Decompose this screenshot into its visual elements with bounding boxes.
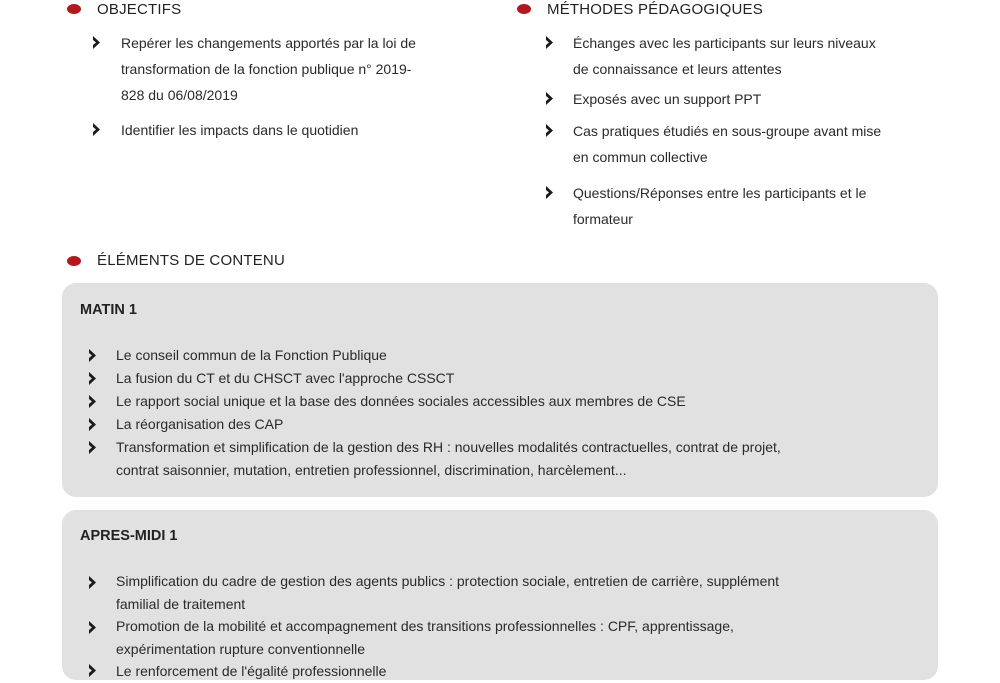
methode-item-2: Exposés avec un support PPT	[573, 91, 762, 107]
methode-item-1: Échanges avec les participants sur leurs niveaux de connaissance et leurs attentes	[573, 35, 876, 77]
section-bullet-icon	[67, 256, 81, 266]
chevron-right-icon	[88, 664, 96, 677]
objectifs-heading: OBJECTIFS	[97, 1, 182, 18]
chevron-right-icon	[88, 576, 96, 589]
matin-item: La fusion du CT et du CHSCT avec l'approche CSSCT	[116, 370, 455, 386]
methode-item-4: Questions/Réponses entre les participants et le formateur	[573, 185, 867, 227]
apres-midi-item: Promotion de la mobilité et accompagnement des transitions professionnelles : CPF, apprentissage,	[116, 618, 734, 634]
chevron-right-icon	[92, 36, 100, 49]
chevron-right-icon	[88, 441, 96, 454]
chevron-right-icon	[88, 418, 96, 431]
apres-midi-item-continued: familial de traitement	[116, 596, 246, 612]
section-bullet-icon	[517, 4, 531, 14]
chevron-right-icon	[545, 124, 553, 137]
chevron-right-icon	[88, 621, 96, 634]
chevron-right-icon	[545, 92, 553, 105]
apres-midi-panel	[62, 510, 938, 680]
apres-midi-title: APRES-MIDI 1	[80, 528, 178, 544]
chevron-right-icon	[92, 123, 100, 136]
methodes-heading: MÉTHODES PÉDAGOGIQUES	[547, 1, 763, 18]
methode-item-3: Cas pratiques étudiés en sous-groupe avant mise en commun collective	[573, 123, 882, 165]
matin-item: Le rapport social unique et la base des données sociales accessibles aux membres de CSE	[116, 393, 686, 409]
matin-panel	[62, 283, 938, 497]
objectif-item-2: Identifier les impacts dans le quotidien	[121, 122, 359, 138]
chevron-right-icon	[88, 395, 96, 408]
matin-item: Le conseil commun de la Fonction Publique	[116, 347, 387, 363]
apres-midi-item: Simplification du cadre de gestion des agents publics : protection sociale, entretien de carrière, supplément	[116, 573, 780, 589]
section-bullet-icon	[67, 4, 81, 14]
matin-item: La réorganisation des CAP	[116, 416, 284, 432]
matin-item: Transformation et simplification de la gestion des RH : nouvelles modalités contractuelles, contrat de projet,	[116, 439, 781, 455]
chevron-right-icon	[545, 186, 553, 199]
objectif-item-1: Repérer les changements apportés par la loi de transformation de la fonction publique n° 2019- 828 du 06/08/2019	[121, 35, 416, 103]
contenu-heading: ÉLÉMENTS DE CONTENU	[97, 252, 285, 269]
chevron-right-icon	[545, 36, 553, 49]
chevron-right-icon	[88, 372, 96, 385]
apres-midi-item: Le renforcement de l'égalité professionnelle	[116, 663, 387, 679]
apres-midi-item-continued: expérimentation rupture conventionnelle	[116, 641, 366, 657]
matin-item-continued: contrat saisonnier, mutation, entretien professionnel, discrimination, harcèlement...	[116, 462, 627, 478]
chevron-right-icon	[88, 349, 96, 362]
matin-title: MATIN 1	[80, 302, 137, 318]
